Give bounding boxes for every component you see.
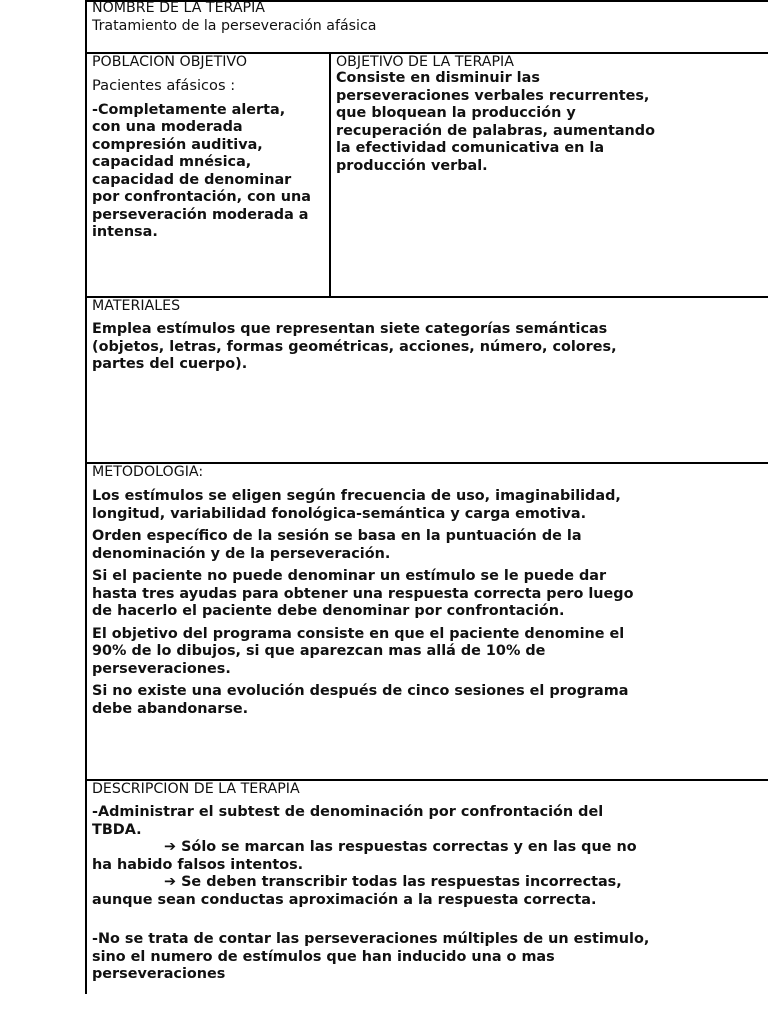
- metodologia-line: longitud, variabilidad fonológica-semántica y carga emotiva.: [92, 505, 587, 522]
- descripcion-line: sino el numero de estímulos que han inducido una o mas: [92, 948, 555, 965]
- poblacion-line: capacidad de denominar: [92, 171, 292, 188]
- descripcion-bullet-text: Sólo se marcan las respuestas correctas y en las que no: [176, 839, 637, 855]
- poblacion-line: por confrontación, con una: [92, 189, 311, 205]
- metodologia-paragraph: [92, 683, 762, 718]
- descripcion-bullet: [92, 839, 762, 857]
- descripcion-bullet-text: Se deben transcribir todas las respuestas incorrectas,: [176, 874, 622, 890]
- descripcion-line: perseveraciones: [92, 966, 226, 982]
- section-objetivo: [336, 54, 764, 175]
- objetivo-line: que bloquean la producción y: [336, 105, 576, 121]
- objetivo-line: recuperación de palabras, aumentando: [336, 122, 655, 139]
- form-left-border: [85, 0, 87, 994]
- materiales-line: (objetos, letras, formas geométricas, acciones, número, colores,: [92, 338, 617, 355]
- metodologia-paragraph: [92, 528, 762, 563]
- metodologia-text: [92, 488, 762, 718]
- poblacion-line: perseveración moderada a: [92, 206, 309, 223]
- metodologia-line: hasta tres ayudas para obtener una respuesta correcta pero luego: [92, 585, 634, 602]
- metodologia-line: Los estímulos se eligen según frecuencia de uso, imaginabilidad,: [92, 488, 621, 504]
- poblacion-text: [92, 102, 326, 242]
- objetivo-line: Consiste en disminuir las: [336, 70, 540, 86]
- poblacion-line: compresión auditiva,: [92, 136, 263, 153]
- arrow-right-icon: ➔: [164, 839, 177, 855]
- metodologia-line: perseveraciones.: [92, 660, 231, 677]
- descripcion-line: ha habido falsos intentos.: [92, 856, 304, 873]
- descripcion-text: [92, 804, 762, 984]
- descripcion-line: -No se trata de contar las perseveraciones múltiples de un estimulo,: [92, 931, 650, 947]
- section-descripcion: [92, 781, 762, 984]
- nombre-heading: NOMBRE DE LA TERAPIA: [92, 0, 265, 16]
- descripcion-line: TBDA.: [92, 821, 142, 838]
- arrow-right-icon: ➔: [164, 874, 177, 890]
- divider-columns: [329, 52, 331, 298]
- poblacion-line: -Completamente alerta,: [92, 101, 286, 118]
- poblacion-line: con una moderada: [92, 119, 243, 135]
- objetivo-line: perseveraciones verbales recurrentes,: [336, 87, 650, 104]
- metodologia-line: El objetivo del programa consiste en que el paciente denomine el: [92, 625, 625, 642]
- poblacion-label: Pacientes afásicos :: [92, 77, 236, 94]
- poblacion-heading: POBLACION OBJETIVO: [92, 54, 248, 70]
- descripcion-bullet: [92, 874, 762, 892]
- section-poblacion: [92, 54, 326, 242]
- metodologia-line: de hacerlo el paciente debe denominar por confrontación.: [92, 603, 565, 619]
- objetivo-heading: OBJETIVO DE LA TERAPIA: [336, 54, 514, 70]
- section-metodologia: [92, 464, 762, 723]
- metodologia-heading: METODOLOGIA:: [92, 464, 204, 480]
- objetivo-line: la efectividad comunicativa en la: [336, 140, 605, 156]
- descripcion-line: -Administrar el subtest de denominación por confrontación del: [92, 804, 604, 820]
- metodologia-line: Si no existe una evolución después de cinco sesiones el programa: [92, 683, 629, 699]
- metodologia-paragraph: [92, 626, 762, 679]
- nombre-value: Tratamiento de la perseveración afásica: [92, 18, 377, 34]
- metodologia-line: denominación y de la perseveración.: [92, 545, 391, 562]
- objetivo-text: [336, 70, 764, 175]
- section-nombre: [92, 0, 762, 34]
- descripcion-spacer: [92, 909, 762, 931]
- metodologia-paragraph: [92, 568, 762, 621]
- poblacion-line: intensa.: [92, 224, 158, 240]
- metodologia-line: Si el paciente no puede denominar un estímulo se le puede dar: [92, 568, 607, 584]
- descripcion-line: aunque sean conductas aproximación a la respuesta correcta.: [92, 891, 597, 908]
- materiales-text: [92, 321, 762, 374]
- materiales-line: partes del cuerpo).: [92, 356, 248, 372]
- materiales-line: Emplea estímulos que representan siete categorías semánticas: [92, 321, 608, 337]
- section-materiales: [92, 298, 762, 374]
- metodologia-line: Orden específico de la sesión se basa en la puntuación de la: [92, 528, 582, 544]
- objetivo-line: producción verbal.: [336, 157, 488, 174]
- descripcion-heading: DESCRIPCION DE LA TERAPIA: [92, 781, 300, 797]
- metodologia-line: 90% de lo dibujos, si que aparezcan mas allá de 10% de: [92, 643, 546, 659]
- metodologia-paragraph: [92, 488, 762, 523]
- metodologia-line: debe abandonarse.: [92, 700, 249, 717]
- materiales-heading: MATERIALES: [92, 298, 181, 314]
- poblacion-line: capacidad mnésica,: [92, 154, 252, 170]
